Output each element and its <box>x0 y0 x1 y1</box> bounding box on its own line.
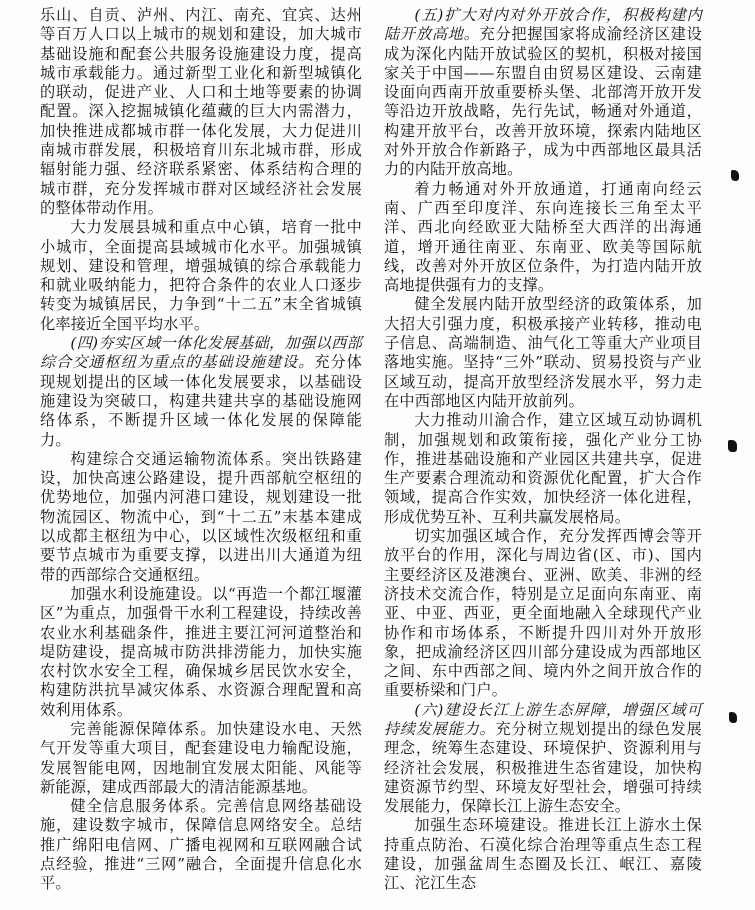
right-paragraph-policy: 健全发展内陆开放型经济的政策体系，加大招大引强力度，积极承接产业转移，推动电子信息、高端制造、油气化工等重大产业项目落地实施。坚持“三外”联动、贸易投资与产业区域互动，提高开放型经济发展水平，努力走在中西部地区内陆开放前列。 <box>384 295 702 410</box>
left-paragraph-1: 乐山、自贡、泸州、内江、南充、宜宾、达州等百万人口以上城市的规划和建设，加大城市基础设施和配套公共服务设施建设力度，提高城市承载能力。通过新型工业化和新型城镇化的联动，促进产业、人口和土地等要素的协调配置。深入挖掘城镇化蕴藏的巨大内需潜力，加快推进成都城市群一体化发展，大力促进川南城市群发展，积极培育川东北城市群，形成辐射能力强、经济联系紧密、体系结构合理的城市群，充分发挥城市群对区域经济社会发展的整体带动作用。 <box>40 6 362 217</box>
left-paragraph-2: 大力发展县城和重点中心镇，培育一批中小城市，全面提高县域城市化水平。加强城镇规划、建设和管理，增强城镇的综合承载能力和就业吸纳能力，把符合条件的农业人口逐步转变为城镇居民，力争到“十二五”末全省城镇化率接近全国平均水平。 <box>40 218 362 333</box>
section-4-heading: (四)夯实区域一体化发展基础，加强以西部综合交通枢纽为重点的基础设施建设。 <box>40 334 362 372</box>
right-paragraph-regional: 切实加强区域合作，充分发挥西博会等开放平台的作用，深化与周边省(区、市)、国内主要经济区及港澳台、亚洲、欧美、非洲的经济技术交流合作，特别是立足面向东南亚、南亚、中亚、西亚，更全面地融入全球现代产业协作和市场体系，不断提升四川对外开放形象，把成渝经济区四川部分建设成为西部地区之间、东中西部之间、境内外之间开放合作的重要桥梁和门户。 <box>384 527 702 700</box>
right-paragraph-ecology: 加强生态环境建设。推进长江上游水土保持重点防治、石漠化综合治理等重点生态工程建设，加强盆周生态圈及长江、岷江、嘉陵江、沱江生态 <box>384 816 702 893</box>
scan-mark-1 <box>731 170 739 181</box>
right-paragraph-channels: 着力畅通对外开放通道，打通南向经云南、广西至印度洋、东向连接长三角至太平洋、西北向经欧亚大陆桥至大西洋的出海通道，增开通往南亚、东南亚、欧美等国际航线，改善对外开放区位条件，为打造内陆开放高地提供强有力的支撑。 <box>384 179 702 295</box>
scan-mark-2 <box>728 440 737 452</box>
section-4: (四)夯实区域一体化发展基础，加强以西部综合交通枢纽为重点的基础设施建设。充分体现规划提出的区域一体化发展要求，以基础设施建设为突破口，构建共建共享的基础设施网络体系，不断提升区域一体化发展的保障能力。 <box>40 334 362 449</box>
left-column <box>40 6 362 894</box>
left-paragraph-water: 加强水利设施建设。以“再造一个都江堰灌区”为重点，加强骨干水利工程建设，持续改善农业水利基础条件，推进主要江河河道整治和堤防建设，提高城市防洪排涝能力，加快实施农村饮水安全工程，确保城乡居民饮水安全，构建防洪抗旱减灾体系、水资源合理配置和高效利用体系。 <box>40 584 362 719</box>
left-paragraph-info: 健全信息服务体系。完善信息网络基础设施，建设数字城市，保障信息网络安全。总结推广绵阳电信网、广播电视网和互联网融合试点经验，推进“三网”融合，全面提升信息化水平。 <box>40 797 362 893</box>
right-column <box>384 6 702 894</box>
right-paragraph-chuanyu: 大力推动川渝合作，建立区域互动协调机制，加强规划和政策衔接，强化产业分工协作，推进基础设施和产业园区共建共享，促进生产要素合理流动和资源优化配置，扩大合作领域，提高合作实效，加快经济一体化进程，形成优势互补、互利共赢发展格局。 <box>384 411 702 526</box>
scan-mark-3 <box>729 712 737 723</box>
section-6-heading: (六)建设长江上游生态屏障，增强区域可持续发展能力。 <box>384 700 702 738</box>
section-5-heading: (五)扩大对内对外开放合作，积极构建内陆开放高地。 <box>384 6 702 44</box>
left-paragraph-energy: 完善能源保障体系。加快建设水电、天然气开发等重大项目，配套建设电力输配设施，发展智能电网，因地制宜发展太阳能、风能等新能源，建成西部最大的清洁能源基地。 <box>40 719 362 796</box>
left-paragraph-transport: 构建综合交通运输物流体系。突出铁路建设，加快高速公路建设，提升西部航空枢纽的优势地位，加强内河港口建设，规划建设一批物流园区、物流中心，到“十二五”末基本建成以成都主枢纽为中心，以区域性次级枢纽和重要节点城市为重要支撑，以进出川大通道为纽带的西部综合交通枢纽。 <box>40 449 362 584</box>
section-5: (五)扩大对内对外开放合作，积极构建内陆开放高地。充分把握国家将成渝经济区建设成为深化内陆开放试验区的契机，积极对接国家关于中国——东盟自由贸易区建设、云南建设面向西南开放重要桥头堡、北部湾开放开发等沿边开放战略，先行先试，畅通对外通道，构建开放平台，改善开放环境，探索内陆地区对外开放合作新路子，成为中西部地区最具活力的内陆开放高地。 <box>384 6 702 179</box>
section-6: (六)建设长江上游生态屏障，增强区域可持续发展能力。充分树立规划提出的绿色发展理念，统筹生态建设、环境保护、资源利用与经济社会发展，积极推进生态省建设，加快构建资源节约型、环境友好型社会，增强可持续发展能力，保障长江上游生态安全。 <box>384 700 702 816</box>
